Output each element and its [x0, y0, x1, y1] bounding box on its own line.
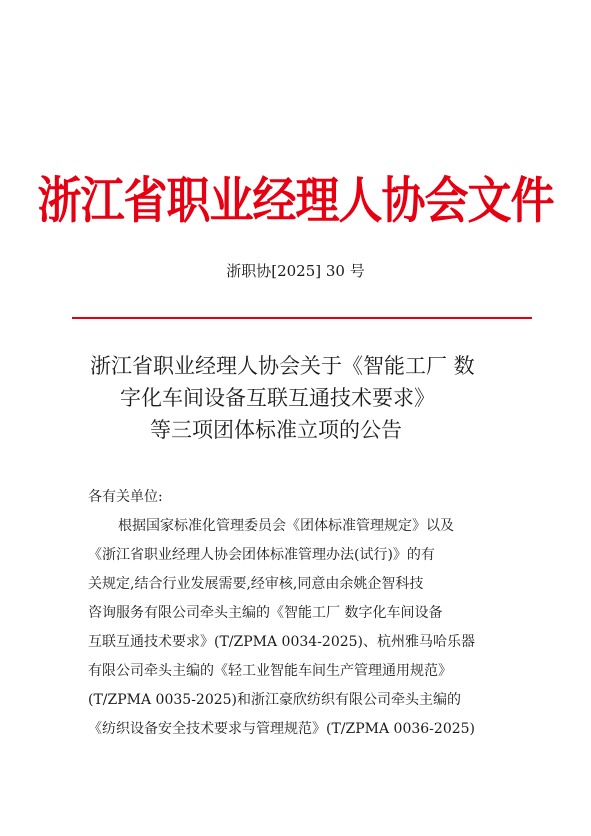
body-line: 咨询服务有限公司牵头主编的《智能工厂 数字化车间设备	[88, 605, 443, 621]
body-line: 《纺织设备安全技术要求与管理规范》(T/ZPMA 0036-2025)	[88, 721, 476, 737]
salutation: 各有关单位:	[88, 489, 163, 505]
body-line: 根据国家标准化管理委员会《团体标准管理规定》以及	[118, 518, 454, 534]
title-line-1: 浙江省职业经理人协会关于《智能工厂 数	[90, 354, 475, 378]
title-line-3: 等三项团体标准立项的公告	[150, 418, 402, 442]
document-header-title: 浙江省职业经理人协会文件	[37, 172, 554, 230]
red-divider-line	[72, 317, 532, 319]
body-line: 关规定,结合行业发展需要,经审核,同意由余姚企智科技	[88, 576, 424, 592]
body-line: 有限公司牵头主编的《轻工业智能车间生产管理通用规范》	[88, 663, 452, 679]
body-text	[88, 483, 508, 744]
body-line: 《浙江省职业经理人协会团体标准管理办法(试行)》的有	[88, 547, 435, 563]
document-number: 浙职协[2025] 30 号	[226, 262, 365, 280]
body-line: 互联互通技术要求》(T/ZPMA 0034-2025)、杭州雅马哈乐器	[88, 634, 476, 650]
title-line-2: 字化车间设备互联互通技术要求》	[120, 386, 435, 410]
body-line: (T/ZPMA 0035-2025)和浙江豪欣纺织有限公司牵头主编的	[88, 692, 462, 708]
announcement-title	[80, 350, 520, 446]
